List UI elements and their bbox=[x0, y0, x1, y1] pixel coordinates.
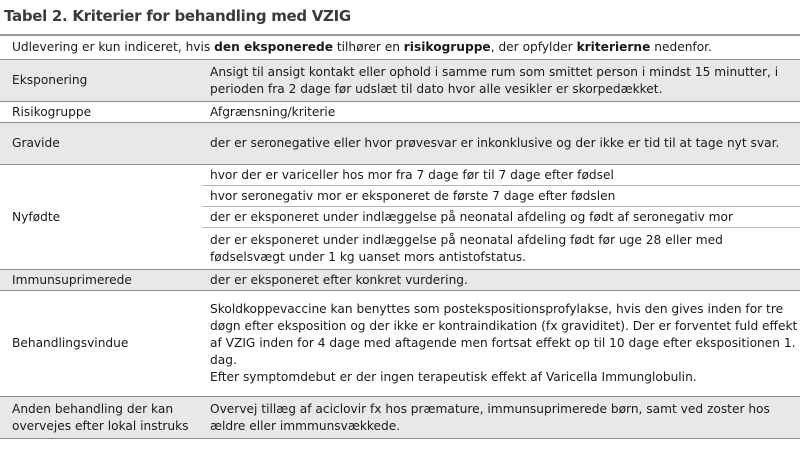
row-text: der er eksponeret efter konkret vurdering. bbox=[202, 270, 800, 291]
intro-part: nedenfor. bbox=[650, 40, 712, 54]
row-label: Anden behandling der kan overvejes efter lokal instruks bbox=[0, 397, 202, 439]
row-gravide bbox=[0, 123, 800, 165]
row-text: Overvej tillæg af aciclovir fx hos præmature, immunsuprimerede børn, samt ved zoster hos ældre eller immmunsvækkede. bbox=[202, 397, 800, 439]
intro-part: Udlevering er kun indiceret, hvis bbox=[12, 40, 215, 54]
list-item: der er eksponeret under indlæggelse på neonatal afdeling født før uge 28 eller med fødselsvægt under 1 kg uanset mors antistofstatus. bbox=[202, 228, 800, 270]
intro-emphasis: risikogruppe bbox=[403, 40, 491, 54]
row-immunsuprimerede bbox=[0, 270, 800, 291]
intro-emphasis: den eksponerede bbox=[214, 40, 333, 54]
row-behandlingsvindue bbox=[0, 291, 800, 397]
row-anden-behandling bbox=[0, 397, 800, 439]
row-eksponering bbox=[0, 60, 800, 102]
row-text: der er seronegative eller hvor prøvesvar er inkonklusive og der ikke er tid til at tage nyt svar. bbox=[202, 123, 800, 165]
row-text bbox=[202, 291, 800, 397]
row-text: Ansigt til ansigt kontakt eller ophold i samme rum som smittet person i mindst 15 minutter, i perioden fra 2 dage før udslæt til dato hvor alle vesikler er skorpedækket. bbox=[202, 60, 800, 102]
row-text-paragraph: Efter symptomdebut er der ingen terapeutisk effekt af Varicella Immunglobulin. bbox=[210, 370, 697, 384]
intro-emphasis: kriterierne bbox=[576, 40, 651, 54]
row-label: Immunsuprimerede bbox=[0, 270, 202, 291]
list-item: hvor der er variceller hos mor fra 7 dage før til 7 dage efter fødsel bbox=[202, 165, 800, 186]
row-risikogruppe bbox=[0, 102, 800, 123]
row-text-paragraph: Skoldkoppevaccine kan benyttes som postekspositionsprofylakse, hvis den gives inden for tre døgn efter eksposition og der ikke er kontraindikation (fx graviditet). Der er forventet fuld effekt af VZIG inden for 4 dage med aftagende men fortsat effekt op til 10 dage efter ekspositionen 1. dag. bbox=[210, 302, 798, 367]
intro-part: , der opfylder bbox=[490, 40, 577, 54]
intro-part: tilhører en bbox=[332, 40, 404, 54]
row-label: Behandlingsvindue bbox=[0, 291, 202, 397]
row-label: Nyfødte bbox=[0, 165, 202, 270]
row-label: Eksponering bbox=[0, 60, 202, 102]
intro-text bbox=[0, 36, 800, 60]
row-text: Afgrænsning/kriterie bbox=[202, 102, 800, 123]
intro-row bbox=[0, 36, 800, 60]
list-item: der er eksponeret under indlæggelse på neonatal afdeling og født af seronegativ mor bbox=[202, 207, 800, 228]
list-item: hvor seronegativ mor er eksponeret de første 7 dage efter fødslen bbox=[202, 186, 800, 207]
row-label: Gravide bbox=[0, 123, 202, 165]
row-label: Risikogruppe bbox=[0, 102, 202, 123]
table-title: Tabel 2. Kriterier for behandling med VZIG bbox=[4, 7, 351, 25]
criteria-table bbox=[0, 36, 800, 439]
row-nyfodte bbox=[0, 165, 800, 186]
